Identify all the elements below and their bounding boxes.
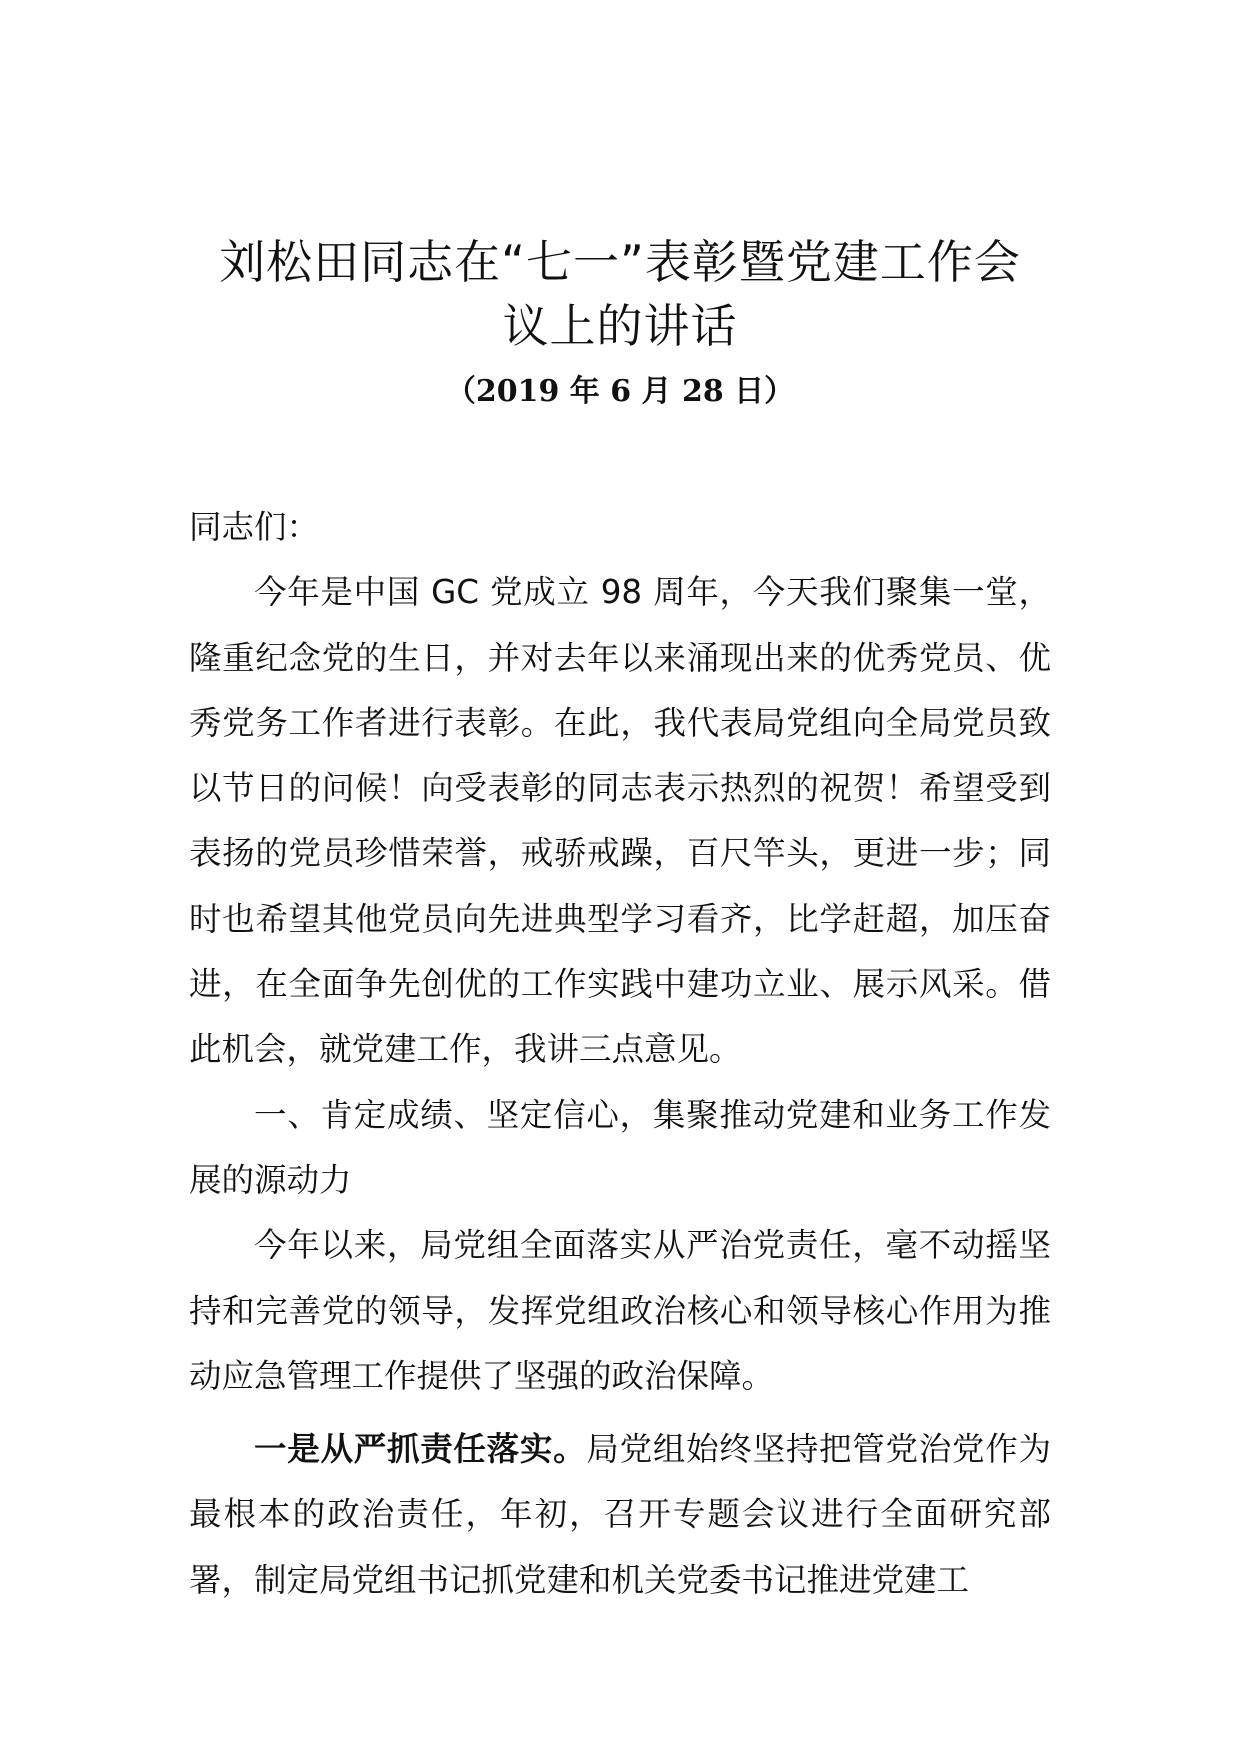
document-title-line-2: 议上的讲话 <box>502 299 738 353</box>
paragraph-section-1-intro: 今年以来，局党组全面落实从严治党责任，毫不动摇坚持和完善党的领导，发挥党组政治核心和领导核心作用为推动应急管理工作提供了坚强的政治保障。 <box>189 1226 1051 1395</box>
salutation: 同志们： <box>189 508 320 546</box>
document-body <box>189 495 1051 1613</box>
document-title-line-1: 刘松田同志在“七一”表彰暨党建工作会 <box>219 235 1021 289</box>
document-date: （2019 年 6 月 28 日） <box>445 374 795 409</box>
item-1-lead: 一是从严抓责任落实。 <box>254 1430 587 1469</box>
item-1-text: 局党组始终坚持把管党治党作为最根本的政治责任，年初，召开专题会议进行全面研究部署，制定局党组书记抓党建和机关党委书记推进党建工 <box>189 1430 1051 1599</box>
paragraph-item-1 <box>189 1417 1051 1613</box>
section-heading-1: 一、肯定成绩、坚定信心，集聚推动党建和业务工作发展的源动力 <box>189 1095 1051 1199</box>
paragraph-gap <box>189 1409 1051 1417</box>
paragraph-opening: 今年是中国 GC 党成立 98 周年，今天我们聚集一堂，隆重纪念党的生日，并对去年以来涌现出来的优秀党员、优秀党务工作者进行表彰。在此，我代表局党组向全局党员致以节日的问候！向受表彰的同志表示热烈的祝贺！希望受到表扬的党员珍惜荣誉，戒骄戒躁，百尺竿头，更进一步；同时也希望其他党员向先进典型学习看齐，比学赶超，加压奋进，在全面争先创优的工作实践中建功立业、展示风采。借此机会，就党建工作，我讲三点意见。 <box>189 573 1051 1069</box>
